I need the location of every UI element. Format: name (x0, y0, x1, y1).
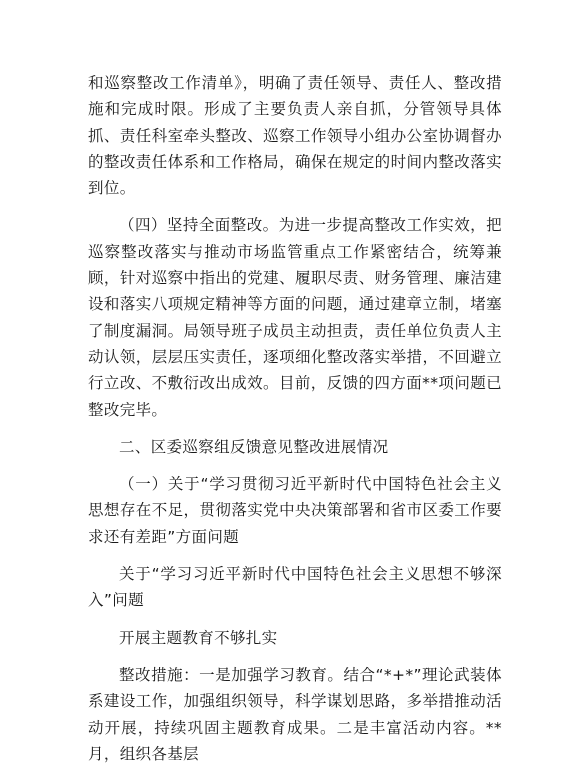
issue-heading-study: 关于“学习习近平新时代中国特色社会主义思想不够深入”问题 (88, 565, 502, 610)
subsection-heading-study: （一）关于“学习贯彻习近平新时代中国特色社会主义思想存在不足，贯彻落实党中央决策部署和省市区委工作要求还有差距”方面问题 (88, 475, 502, 546)
paragraph-rectification-list: 和巡察整改工作清单》，明确了责任领导、责任人、整改措施和完成时限。形成了主要负责人亲自抓，分管领导具体抓、责任科室牵头整改、巡察工作领导小组办公室协调督办的整改责任体系和工作格局，确保在规定的时间内整改落实到位。 (88, 74, 502, 198)
paragraph-rectification-measures: 整改措施：一是加强学习教育。结合“*+*”理论武装体系建设工作，加强组织领导，科学谋划思路，多举措推动活动开展，持续巩固主题教育成果。二是丰富活动内容。**月，组织各基层 (88, 665, 502, 763)
document-body (88, 70, 502, 767)
issue-subheading-theme-education: 开展主题教育不够扎实 (119, 628, 278, 647)
section-heading-progress: 二、区委巡察组反馈意见整改进展情况 (119, 437, 389, 456)
paragraph-comprehensive-rectification: （四）坚持全面整改。为进一步提高整改工作实效，把巡察整改落实与推动市场监管重点工作紧密结合，统筹兼顾，针对巡察中指出的党建、履职尽责、财务管理、廉洁建设和落实八项规定精神等方面的问题，通过建章立制，堵塞了制度漏洞。局领导班子成员主动担责，责任单位负责人主动认领，层层压实责任，逐项细化整改落实举措，不回避立行立改、不敷衍改出成效。目前，反馈的四方面**项问题已整改完毕。 (88, 216, 502, 419)
